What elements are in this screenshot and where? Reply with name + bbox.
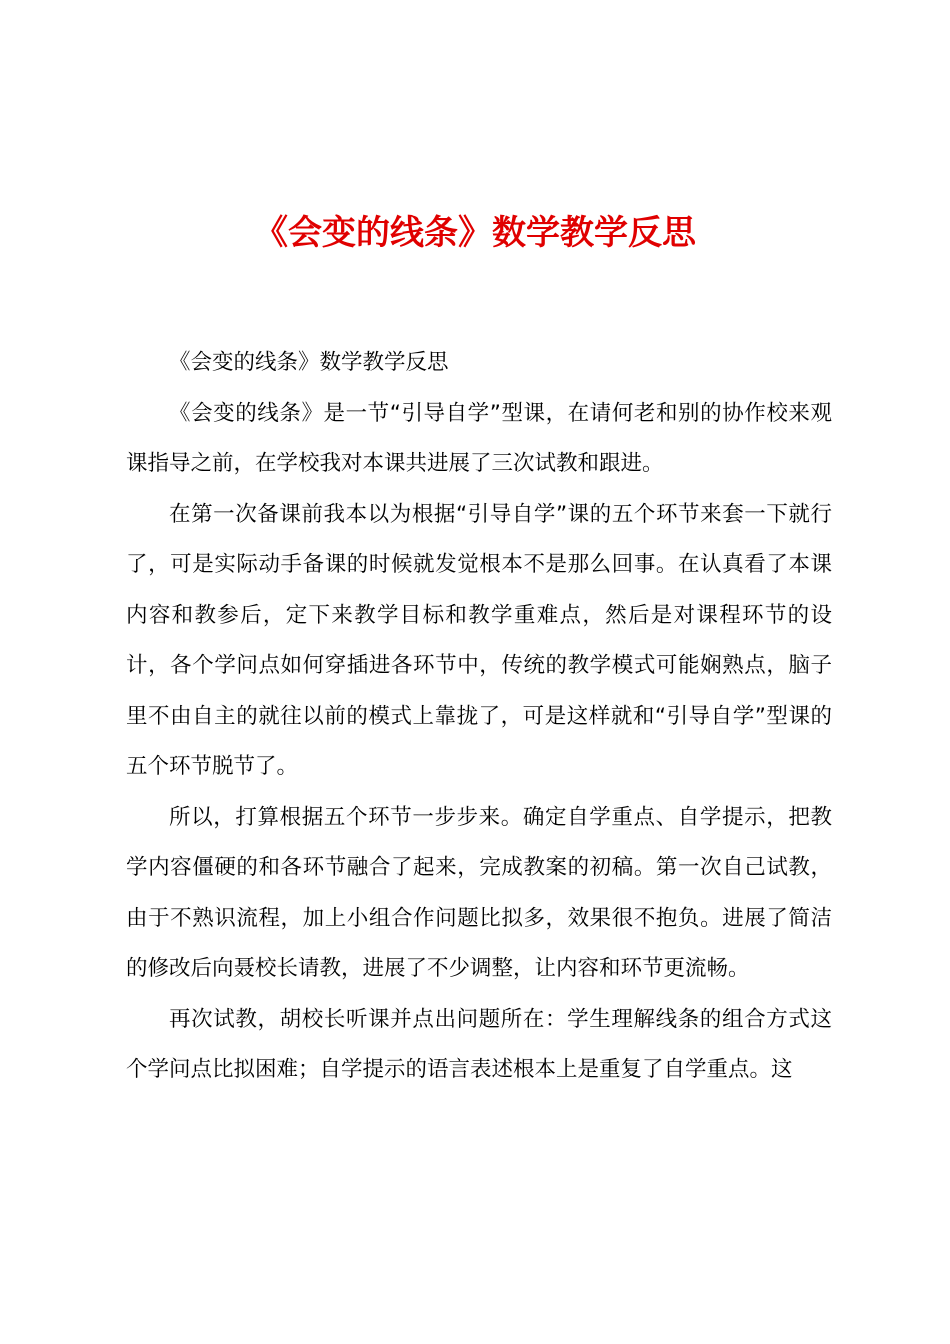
document-body	[126, 338, 832, 1096]
document-title: 《会变的线条》数学教学反思	[254, 213, 696, 253]
paragraph: 《会变的线条》是一节“引导自学”型课，在请何老和别的协作校来观课指导之前，在学校我对本课共进展了三次试教和跟进。	[126, 400, 832, 476]
paragraph: 再次试教，胡校长听课并点出问题所在：学生理解线条的组合方式这个学问点比拟困难；自学提示的语言表述根本上是重复了自学重点。这	[126, 1006, 832, 1082]
document-subtitle: 《会变的线条》数学教学反思	[169, 350, 449, 375]
paragraph: 在第一次备课前我本以为根据“引导自学”课的五个环节来套一下就行了，可是实际动手备课的时候就发觉根本不是那么回事。在认真看了本课内容和教参后，定下来教学目标和教学重难点，然后是对课程环节的设计，各个学问点如何穿插进各环节中，传统的教学模式可能娴熟点，脑子里不由自主的就往以前的模式上靠拢了，可是这样就和“引导自学”型课的五个环节脱节了。	[126, 501, 832, 779]
paragraph: 所以，打算根据五个环节一步步来。确定自学重点、自学提示，把教学内容僵硬的和各环节融合了起来，完成教案的初稿。第一次自己试教，由于不熟识流程，加上小组合作问题比拟多，效果很不抱负。进展了简洁的修改后向聂校长请教，进展了不少调整，让内容和环节更流畅。	[126, 804, 832, 981]
